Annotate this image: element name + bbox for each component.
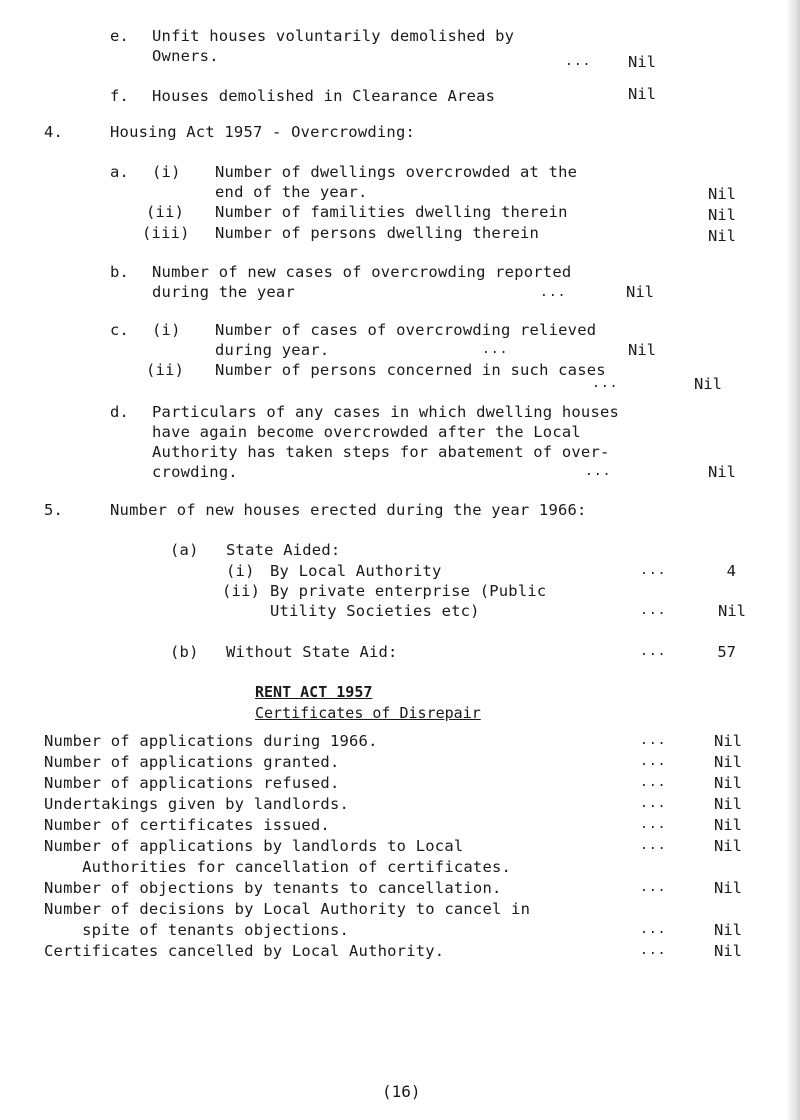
item-f-label: f.	[110, 87, 130, 105]
section-5a-i-sub: (i)	[226, 562, 255, 580]
section-4a-i-text1: Number of dwellings overcrowded at the	[215, 163, 578, 181]
section-4c-ii-sub: (ii)	[146, 361, 185, 379]
section-4c-i-text1: Number of cases of overcrowding relieved	[215, 321, 597, 339]
section-4d-text4: crowding.	[152, 463, 238, 481]
section-4c-ii-text: Number of persons concerned in such cases	[215, 361, 606, 379]
section-4d-text3: Authority has taken steps for abatement of over-	[152, 443, 610, 461]
section-4b-text2: during the year	[152, 283, 295, 301]
section-4a-iii-text: Number of persons dwelling therein	[215, 224, 540, 242]
rent-row-7-dots: ...	[640, 880, 667, 895]
rent-row-2-text: Number of applications granted.	[44, 753, 340, 771]
section-5-title: Number of new houses erected during the year 1966:	[110, 501, 587, 519]
rent-row-7-value: Nil	[714, 879, 742, 897]
section-5b-title: Without State Aid:	[226, 643, 398, 661]
rent-row-2-dots: ...	[640, 754, 667, 769]
item-e-text-line1: Unfit houses voluntarily demolished by	[152, 27, 515, 45]
rent-row-6-text1: Number of applications by landlords to Local	[44, 837, 464, 855]
rent-row-1-value: Nil	[714, 732, 742, 750]
item-f-value: Nil	[628, 85, 656, 103]
section-4-title: Housing Act 1957 - Overcrowding:	[110, 123, 416, 141]
section-5a-ii-value: Nil	[718, 602, 746, 620]
section-4c-ii-value: Nil	[694, 375, 722, 393]
section-4c-i-value: Nil	[628, 341, 656, 359]
section-5a-title: State Aided:	[226, 541, 341, 559]
item-f-text: Houses demolished in Clearance Areas	[152, 87, 496, 105]
section-4a-label: a.	[110, 163, 130, 181]
section-5a-ii-text1: By private enterprise (Public	[270, 582, 547, 600]
rent-row-4-value: Nil	[714, 795, 742, 813]
rent-row-6-text2: Authorities for cancellation of certificates.	[44, 858, 512, 876]
rent-act-subheading: Certificates of Disrepair	[255, 704, 481, 722]
section-5a-i-text: By Local Authority	[270, 562, 442, 580]
section-4a-ii-value: Nil	[708, 206, 736, 224]
item-e-dots: ...	[565, 54, 592, 69]
rent-row-1-text: Number of applications during 1966.	[44, 732, 378, 750]
section-4a-iii-sub: (iii)	[142, 224, 190, 242]
section-4d-value: Nil	[708, 463, 736, 481]
section-5b-dots: ...	[640, 644, 667, 659]
section-5a-ii-sub: (ii)	[222, 582, 261, 600]
section-4b-dots: ...	[540, 285, 567, 300]
section-4a-i-text2: end of the year.	[215, 183, 368, 201]
section-4d-dots: ...	[585, 464, 612, 479]
rent-row-8-text1: Number of decisions by Local Authority to cancel in	[44, 900, 531, 918]
section-4d-text1: Particulars of any cases in which dwelling houses	[152, 403, 620, 421]
section-4d-text2: have again become overcrowded after the Local	[152, 423, 581, 441]
rent-row-7-text: Number of objections by tenants to cancellation.	[44, 879, 502, 897]
rent-row-5-dots: ...	[640, 817, 667, 832]
page-edge-shadow	[786, 0, 800, 1120]
section-4b-value: Nil	[626, 283, 654, 301]
section-4d-label: d.	[110, 403, 130, 421]
section-4a-iii-value: Nil	[708, 227, 736, 245]
rent-row-6-dots: ...	[640, 838, 667, 853]
section-4a-ii-text: Number of familities dwelling therein	[215, 203, 568, 221]
rent-row-8-text2: spite of tenants objections.	[44, 921, 350, 939]
section-5a-i-value: 4	[726, 562, 736, 580]
rent-row-8-dots: ...	[640, 922, 667, 937]
section-4c-label: c.	[110, 321, 130, 339]
rent-row-3-dots: ...	[640, 775, 667, 790]
rent-act-heading: RENT ACT 1957	[255, 683, 373, 701]
section-5a-i-dots: ...	[640, 563, 667, 578]
section-4a-ii-sub: (ii)	[146, 203, 185, 221]
section-4b-text1: Number of new cases of overcrowding reported	[152, 263, 572, 281]
section-4a-i-value: Nil	[708, 185, 736, 203]
rent-row-8-value: Nil	[714, 921, 742, 939]
rent-row-6-value: Nil	[714, 837, 742, 855]
section-5b-label: (b)	[170, 643, 199, 661]
section-5b-value: 57	[717, 643, 736, 661]
rent-row-5-text: Number of certificates issued.	[44, 816, 330, 834]
rent-row-3-value: Nil	[714, 774, 742, 792]
section-5a-ii-text2: Utility Societies etc)	[270, 602, 480, 620]
page-number: (16)	[382, 1082, 421, 1101]
section-4c-ii-dots: ...	[592, 376, 619, 391]
section-4-number: 4.	[44, 123, 64, 141]
rent-row-1-dots: ...	[640, 733, 667, 748]
rent-row-9-text: Certificates cancelled by Local Authority.	[44, 942, 445, 960]
rent-row-4-text: Undertakings given by landlords.	[44, 795, 350, 813]
section-5a-ii-dots: ...	[640, 603, 667, 618]
rent-row-4-dots: ...	[640, 796, 667, 811]
section-5-number: 5.	[44, 501, 64, 519]
rent-row-2-value: Nil	[714, 753, 742, 771]
item-e-label: e.	[110, 27, 130, 45]
item-e-value: Nil	[628, 53, 656, 71]
section-4c-i-dots: ...	[482, 342, 509, 357]
section-4c-i-text2: during year.	[215, 341, 330, 359]
section-5a-label: (a)	[170, 541, 199, 559]
rent-row-3-text: Number of applications refused.	[44, 774, 340, 792]
section-4a-i-sub: (i)	[152, 163, 181, 181]
section-4c-i-sub: (i)	[152, 321, 181, 339]
item-e-text-line2: Owners.	[152, 47, 219, 65]
rent-row-9-value: Nil	[714, 942, 742, 960]
rent-row-9-dots: ...	[640, 943, 667, 958]
rent-row-5-value: Nil	[714, 816, 742, 834]
section-4b-label: b.	[110, 263, 130, 281]
